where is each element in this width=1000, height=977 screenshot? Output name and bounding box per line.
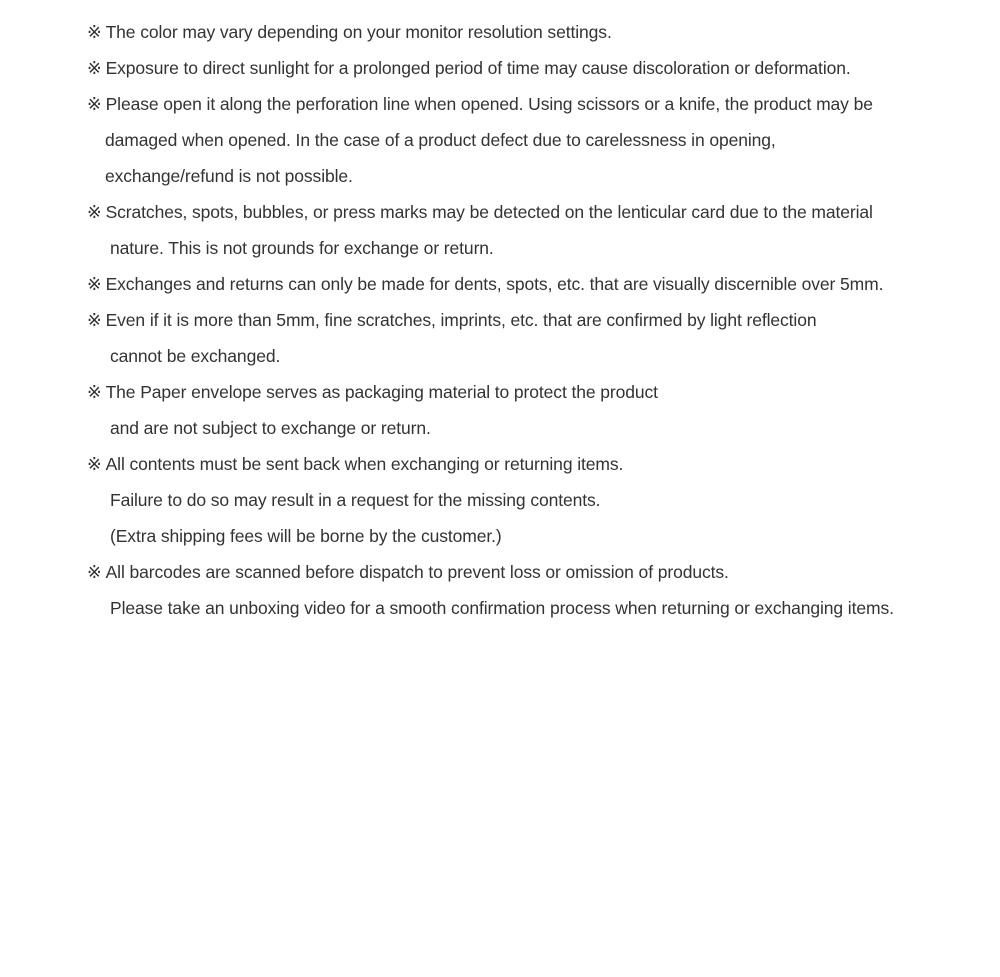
- notice-item: [87, 14, 997, 50]
- notice-text: Scratches, spots, bubbles, or press marks may be detected on the lenticular card due to the material: [105, 202, 873, 222]
- notice-item: [87, 50, 997, 86]
- notice-text: Exposure to direct sunlight for a prolonged period of time may cause discoloration or deformation.: [105, 58, 851, 78]
- reference-mark: ※: [87, 94, 102, 114]
- notice-continuation: nature. This is not grounds for exchange or return.: [110, 238, 494, 258]
- notice-continuation: (Extra shipping fees will be borne by the customer.): [110, 526, 502, 546]
- reference-mark: ※: [87, 58, 102, 78]
- notice-text: The Paper envelope serves as packaging material to protect the product: [105, 382, 658, 402]
- reference-mark: ※: [87, 310, 102, 330]
- reference-mark: ※: [87, 22, 102, 42]
- notice-continuation: cannot be exchanged.: [110, 346, 281, 366]
- reference-mark: ※: [87, 454, 102, 474]
- notice-continuation: and are not subject to exchange or return.: [110, 418, 431, 438]
- notice-text: All barcodes are scanned before dispatch to prevent loss or omission of products.: [105, 562, 729, 582]
- notice-item: [87, 554, 997, 590]
- notice-item: [87, 374, 997, 410]
- notice-item: [87, 194, 997, 230]
- notice-continuation: Failure to do so may result in a request for the missing contents.: [110, 490, 601, 510]
- notice-item: [87, 86, 997, 122]
- notice-continuation: damaged when opened. In the case of a product defect due to carelessness in opening,: [105, 130, 776, 150]
- product-notice-list: [87, 14, 997, 626]
- reference-mark: ※: [87, 274, 102, 294]
- notice-item: [87, 446, 997, 482]
- notice-item: [87, 302, 997, 338]
- notice-text: The color may vary depending on your monitor resolution settings.: [105, 22, 612, 42]
- notice-text: Even if it is more than 5mm, fine scratches, imprints, etc. that are confirmed by light reflection: [105, 310, 817, 330]
- notice-item: [87, 266, 997, 302]
- reference-mark: ※: [87, 382, 102, 402]
- notice-text: All contents must be sent back when exchanging or returning items.: [105, 454, 624, 474]
- notice-continuation: exchange/refund is not possible.: [105, 166, 353, 186]
- notice-text: Exchanges and returns can only be made for dents, spots, etc. that are visually discernible over 5mm.: [105, 274, 884, 294]
- reference-mark: ※: [87, 562, 102, 582]
- notice-text: Please open it along the perforation line when opened. Using scissors or a knife, the product may be: [105, 94, 873, 114]
- reference-mark: ※: [87, 202, 102, 222]
- notice-continuation: Please take an unboxing video for a smooth confirmation process when returning or exchanging items.: [110, 598, 894, 618]
